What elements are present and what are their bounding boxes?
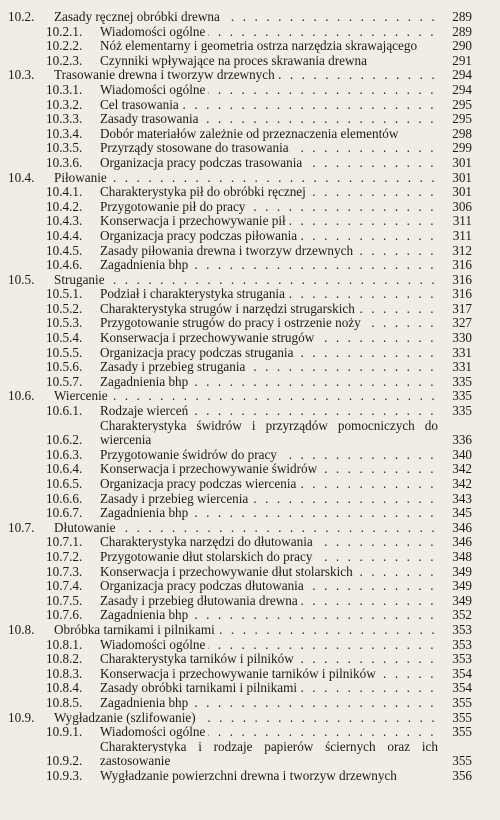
toc-subsection-entry [0,725,500,740]
toc-subsection-entry [0,769,500,784]
entry-title-text: Cel trasowania [100,98,182,112]
entry-title-text: Zasady ręcznej obróbki drewna [54,10,223,24]
toc-subsection-entry [0,535,500,550]
entry-title [100,681,442,696]
entry-page-number: 340 [452,446,472,462]
entry-title-text: Zagadnienia bhp [100,258,191,272]
entry-number: 10.3.5. [46,140,83,156]
entry-number: 10.5.6. [46,359,83,375]
entry-number: 10.5.7. [46,373,83,389]
entry-page-number: 301 [452,154,472,170]
entry-page-number: 299 [452,140,472,156]
entry-number: 10.9. [8,709,35,725]
entry-title [54,623,442,638]
entry-number: 10.4.6. [46,257,83,273]
entry-title [100,83,442,98]
entry-title [100,287,442,302]
entry-title-text: Wiercenie [54,389,111,403]
entry-page-number: 355 [452,694,472,710]
entry-title [100,98,442,113]
entry-page-number: 294 [452,67,472,83]
entry-title [100,608,442,623]
entry-number: 10.8.2. [46,651,83,667]
entry-title [100,185,442,200]
toc-subsection-entry [0,681,500,696]
entry-title-text: Przygotowanie pił do pracy [100,200,248,214]
entry-number: 10.7.1. [46,534,83,550]
entry-number: 10.6.1. [46,403,83,419]
entry-page-number: 355 [452,709,472,725]
entry-number: 10.9.2. [46,753,83,769]
toc-subsection-entry [0,740,500,769]
toc-section-entry [0,171,500,186]
entry-title-text: Zagadnienia bhp [100,506,191,520]
toc-subsection-entry [0,185,500,200]
entry-title [100,667,442,682]
toc-subsection-entry [0,83,500,98]
entry-number: 10.6. [8,388,35,404]
entry-title [100,594,442,609]
entry-number: 10.6.2. [46,432,83,448]
entry-number: 10.5. [8,271,35,287]
entry-title [100,54,442,69]
entry-title-text: Wygładzanie powierzchni drewna i tworzyw drzewnych [100,769,400,783]
entry-title-text: Dobór materiałów zależnie od przeznaczenia elementów [100,127,401,141]
entry-title [54,10,442,25]
toc-subsection-entry [0,594,500,609]
entry-page-number: 353 [452,636,472,652]
entry-page-number: 335 [452,403,472,419]
entry-title [100,535,442,550]
entry-page-number: 316 [452,286,472,302]
entry-number: 10.8.5. [46,694,83,710]
toc-subsection-entry [0,331,500,346]
entry-title-text: Konserwacja i przechowywanie dłut stolarskich [100,565,356,579]
entry-title [100,477,442,492]
entry-page-number: 298 [452,125,472,141]
toc-subsection-entry [0,141,500,156]
entry-number: 10.5.1. [46,286,83,302]
entry-title-text: Organizacja pracy podczas wiercenia [100,477,299,491]
entry-number: 10.3. [8,67,35,83]
entry-page-number: 345 [452,505,472,521]
entry-title [100,462,442,477]
toc-subsection-entry [0,404,500,419]
entry-page-number: 343 [452,490,472,506]
entry-title [100,769,442,784]
entry-number: 10.3.3. [46,111,83,127]
entry-number: 10.8.1. [46,636,83,652]
toc-subsection-entry [0,98,500,113]
entry-title-text: Zasady i przebieg dłutowania drewna [100,594,301,608]
toc-section-entry [0,10,500,25]
entry-title [54,389,442,404]
entry-page-number: 301 [452,169,472,185]
toc-subsection-entry [0,244,500,259]
toc-subsection-entry [0,506,500,521]
entry-title-text: Przygotowanie świdrów do pracy [100,448,280,462]
toc-subsection-entry [0,39,500,54]
entry-number: 10.5.2. [46,300,83,316]
toc-subsection-entry [0,462,500,477]
toc-subsection-entry [0,419,500,448]
toc-subsection-entry [0,550,500,565]
entry-title [100,492,442,507]
entry-title [100,25,442,40]
entry-number: 10.8.3. [46,665,83,681]
entry-number: 10.3.2. [46,96,83,112]
entry-title-text: Wiadomości ogólne [100,725,208,739]
entry-title [54,171,442,186]
entry-page-number: 353 [452,651,472,667]
toc-section-entry [0,389,500,404]
toc-subsection-entry [0,477,500,492]
entry-title-text: Organizacja pracy podczas trasowania [100,156,305,170]
entry-title-text: Zagadnienia bhp [100,608,191,622]
entry-title [100,360,442,375]
entry-number: 10.6.7. [46,505,83,521]
entry-number: 10.5.5. [46,344,83,360]
entry-number: 10.4.4. [46,227,83,243]
entry-number: 10.7.6. [46,607,83,623]
entry-title [100,579,442,594]
toc-subsection-entry [0,287,500,302]
entry-number: 10.7.5. [46,592,83,608]
toc-section-entry [0,521,500,536]
entry-page-number: 291 [452,52,472,68]
entry-title-text: Zasady i przebieg wiercenia [100,492,251,506]
entry-number: 10.6.6. [46,490,83,506]
entry-title-text: Wygładzanie (szlifowanie) [54,711,199,725]
entry-title-text: Organizacja pracy podczas dłutowania [100,579,307,593]
entry-number: 10.8. [8,621,35,637]
entry-title-text: Podział i charakterystyka strugania [100,287,288,301]
entry-title [100,331,442,346]
entry-page-number: 312 [452,242,472,258]
toc-subsection-entry [0,258,500,273]
entry-number: 10.7.3. [46,563,83,579]
toc-subsection-entry [0,112,500,127]
entry-title-text: Konserwacja i przechowywanie tarników i pilników [100,667,379,681]
entry-page-number: 306 [452,198,472,214]
entry-title-text: Zasady piłowania drewna i tworzyw drzewnych [100,244,356,258]
entry-number: 10.5.4. [46,330,83,346]
toc-subsection-entry [0,316,500,331]
entry-page-number: 311 [452,227,472,243]
toc-subsection-entry [0,360,500,375]
entry-number: 10.7.2. [46,548,83,564]
entry-title [100,39,442,54]
toc-subsection-entry [0,696,500,711]
entry-title [100,346,442,361]
entry-title [54,711,442,726]
entry-number: 10.7.4. [46,578,83,594]
entry-page-number: 352 [452,607,472,623]
entry-page-number: 331 [452,344,472,360]
entry-number: 10.6.5. [46,476,83,491]
entry-page-number: 355 [452,753,472,769]
entry-title-text: Dłutowanie [54,521,119,535]
toc-subsection-entry [0,156,500,171]
entry-number: 10.8.4. [46,680,83,696]
entry-number: 10.3.6. [46,154,83,170]
entry-title [100,214,442,229]
entry-number: 10.2.3. [46,52,83,68]
entry-page-number: 354 [452,680,472,696]
entry-number: 10.3.1. [46,81,83,97]
entry-page-number: 335 [452,373,472,389]
toc-section-entry [0,273,500,288]
toc-subsection-entry [0,667,500,682]
entry-title-text: Piłowanie [54,171,110,185]
entry-title [100,565,442,580]
entry-title-text: Organizacja pracy podczas strugania [100,346,296,360]
entry-title-text: Konserwacja i przechowywanie pił [100,214,289,228]
toc-subsection-entry [0,448,500,463]
entry-title [100,141,442,156]
entry-title-text: Konserwacja i przechowywanie świdrów [100,462,320,476]
entry-title-text: Zasady i przebieg strugania [100,360,248,374]
entry-title [100,258,442,273]
entry-number: 10.4. [8,169,35,185]
entry-page-number: 301 [452,184,472,200]
entry-title [100,725,442,740]
entry-title [54,273,442,288]
toc-subsection-entry [0,492,500,507]
entry-page-number: 342 [452,461,472,477]
toc-subsection-entry [0,200,500,215]
toc-subsection-entry [0,375,500,390]
entry-number: 10.4.1. [46,184,83,200]
entry-title [100,156,442,171]
entry-page-number: 311 [452,213,472,229]
toc-subsection-entry [0,565,500,580]
entry-page-number: 349 [452,563,472,579]
entry-number: 10.6.4. [46,461,83,477]
toc-subsection-entry [0,346,500,361]
toc-subsection-entry [0,229,500,244]
entry-page-number: 342 [452,476,472,491]
entry-title-text: Zagadnienia bhp [100,696,191,710]
entry-title-text: Organizacja pracy podczas piłowania [100,229,300,243]
entry-title [100,404,442,419]
entry-title [100,652,442,667]
entry-number: 10.2.1. [46,23,83,39]
entry-number: 10.4.2. [46,198,83,214]
toc-subsection-entry [0,652,500,667]
entry-number: 10.7. [8,519,35,535]
toc-subsection-entry [0,127,500,142]
entry-page-number: 330 [452,330,472,346]
entry-title [100,112,442,127]
entry-page-number: 353 [452,621,472,637]
toc-subsection-entry [0,302,500,317]
entry-title-text: Charakterystyka tarników i pilników [100,652,297,666]
entry-title [100,419,442,448]
entry-number: 10.9.3. [46,767,83,783]
toc-subsection-entry [0,25,500,40]
entry-title-text: Przygotowanie strugów do pracy i ostrzenie noży [100,316,364,330]
entry-title [100,316,442,331]
entry-number: 10.4.3. [46,213,83,229]
entry-title-text: Czynniki wpływające na proces skrawania drewna [100,54,370,68]
entry-page-number: 295 [452,111,472,127]
entry-page-number: 294 [452,81,472,97]
entry-page-number: 356 [452,767,472,783]
entry-title-text: Konserwacja i przechowywanie strugów [100,331,317,345]
entry-title-text: Rodzaje wierceń [100,404,191,418]
entry-title [100,127,442,142]
entry-page-number: 316 [452,257,472,273]
entry-number: 10.3.4. [46,125,83,141]
entry-title [100,448,442,463]
entry-title-text: Charakterystyka pił do obróbki ręcznej [100,185,309,199]
entry-title-text: Wiadomości ogólne [100,638,208,652]
entry-page-number: 317 [452,300,472,316]
entry-page-number: 354 [452,665,472,681]
entry-page-number: 295 [452,96,472,112]
entry-title-text: Przyrządy stosowane do trasowania [100,141,292,155]
entry-page-number: 335 [452,388,472,404]
entry-page-number: 289 [452,23,472,39]
entry-page-number: 331 [452,359,472,375]
entry-title-text: Wiadomości ogólne [100,83,208,97]
entry-title-text: Obróbka tarnikami i pilnikami [54,623,218,637]
entry-title [100,696,442,711]
entry-title-text: Charakterystyka i rodzaje papierów ściernych oraz ich zastosowanie [100,739,438,769]
toc-section-entry [0,623,500,638]
entry-title-text: Zagadnienia bhp [100,375,191,389]
entry-title-text: Charakterystyka narzędzi do dłutowania [100,535,316,549]
toc-subsection-entry [0,54,500,69]
entry-page-number: 349 [452,592,472,608]
toc-subsection-entry [0,579,500,594]
toc-subsection-entry [0,638,500,653]
entry-title-text: Zasady trasowania [100,112,202,126]
entry-title-text: Charakterystyka świdrów i przyrządów pomocniczych do wiercenia [100,418,438,448]
entry-title [54,68,442,83]
entry-title-text: Charakterystyka strugów i narzędzi strugarskich [100,302,358,316]
entry-title [100,375,442,390]
entry-page-number: 346 [452,534,472,550]
entry-page-number: 346 [452,519,472,535]
entry-page-number: 327 [452,315,472,331]
entry-number: 10.2. [8,9,35,24]
toc-section-entry [0,68,500,83]
entry-title [100,229,442,244]
toc-section-entry [0,711,500,726]
entry-title [100,550,442,565]
entry-number: 10.2.2. [46,38,83,54]
entry-title [100,302,442,317]
entry-title [100,200,442,215]
entry-title-text: Wiadomości ogólne [100,25,208,39]
entry-number: 10.6.3. [46,446,83,462]
entry-page-number: 290 [452,38,472,54]
entry-number: 10.4.5. [46,242,83,258]
entry-title [100,740,442,769]
entry-page-number: 289 [452,9,472,24]
entry-title-text: Przygotowanie dłut stolarskich do pracy [100,550,315,564]
entry-title [100,638,442,653]
entry-title [100,506,442,521]
entry-title-text: Zasady obróbki tarnikami i pilnikami [100,681,300,695]
entry-title [100,244,442,259]
toc-subsection-entry [0,214,500,229]
entry-page-number: 316 [452,271,472,287]
entry-title [54,521,442,536]
entry-number: 10.5.3. [46,315,83,331]
entry-page-number: 355 [452,724,472,740]
entry-page-number: 348 [452,548,472,564]
entry-page-number: 336 [452,432,472,448]
entry-title-text: Struganie [54,273,108,287]
entry-title-text: Trasowanie drewna i tworzyw drzewnych [54,68,278,82]
toc-subsection-entry [0,608,500,623]
entry-title-text: Nóż elementarny i geometria ostrza narzędzia skrawającego [100,39,420,53]
entry-page-number: 349 [452,578,472,594]
entry-number: 10.9.1. [46,724,83,740]
